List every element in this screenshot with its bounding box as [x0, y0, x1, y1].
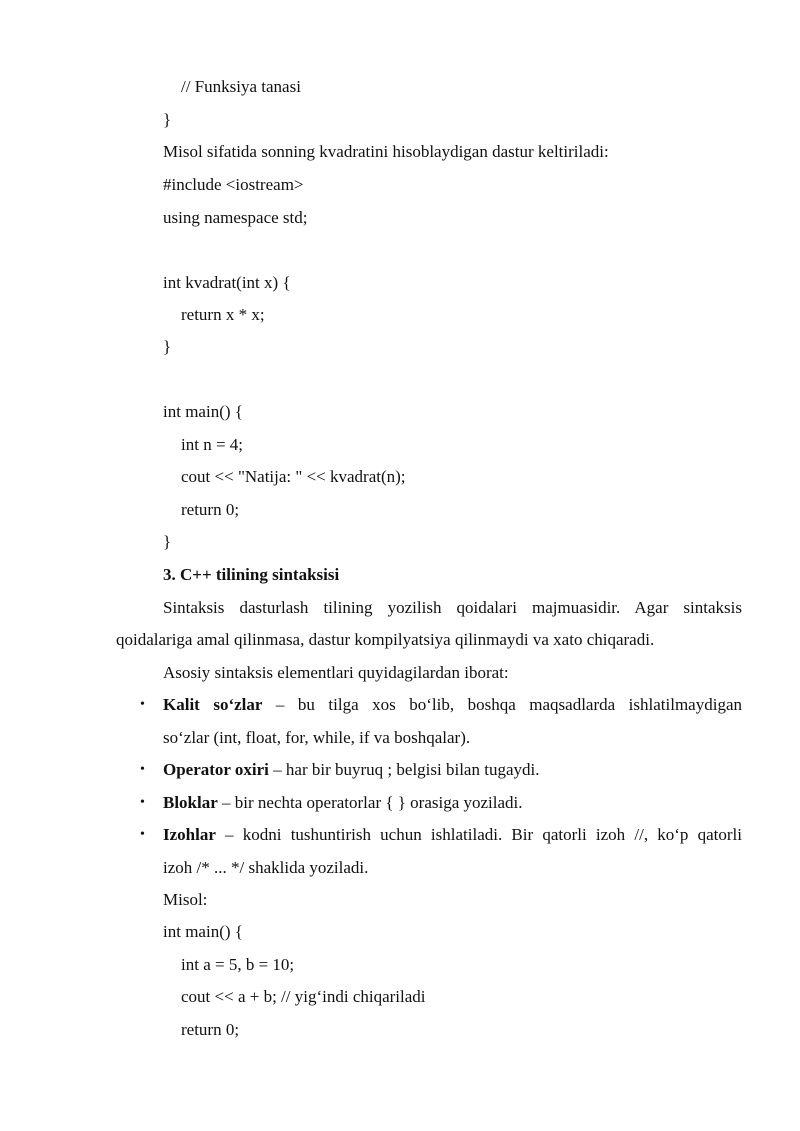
code-line: } — [163, 532, 172, 551]
bullet-icon: • — [140, 795, 145, 810]
code-line: #include <iostream> — [163, 175, 304, 194]
paragraph-line: Sintaksis dasturlash tilining yozilish qoidalari majmuasidir. Agar sintaksis — [163, 598, 742, 617]
code-line: return 0; — [181, 500, 240, 519]
paragraph-line: qoidalariga amal qilinmasa, dastur kompilyatsiya qilinmaydi va xato chiqaradi. — [116, 630, 655, 649]
code-line: cout << a + b; // yig‘indi chiqariladi — [181, 987, 426, 1006]
code-line: using namespace std; — [163, 208, 308, 227]
list-item-continuation: so‘zlar (int, float, for, while, if va boshqalar). — [163, 728, 471, 747]
bullet-icon: • — [140, 762, 145, 777]
list-item: Bloklar – bir nechta operatorlar { } orasiga yoziladi. — [163, 793, 523, 812]
code-line: int n = 4; — [181, 435, 244, 454]
code-line: int main() { — [163, 402, 243, 421]
paragraph: Asosiy sintaksis elementlari quyidagilardan iborat: — [163, 663, 509, 682]
list-item: Izohlar – kodni tushuntirish uchun ishlatiladi. Bir qatorli izoh //, ko‘p qatorli — [163, 825, 742, 844]
code-line: } — [163, 337, 172, 356]
code-line: return x * x; — [181, 305, 265, 324]
intro-paragraph: Misol sifatida sonning kvadratini hisoblaydigan dastur keltiriladi: — [163, 142, 609, 161]
code-line: int main() { — [163, 922, 243, 941]
section-heading: 3. C++ tilining sintaksisi — [163, 565, 340, 584]
code-line: int a = 5, b = 10; — [181, 955, 295, 974]
list-item-continuation: izoh /* ... */ shaklida yoziladi. — [163, 858, 369, 877]
code-line: // Funksiya tanasi — [181, 77, 301, 96]
example-label: Misol: — [163, 890, 208, 909]
code-line: cout << "Natija: " << kvadrat(n); — [181, 467, 406, 486]
list-item: Kalit so‘zlar – bu tilga xos bo‘lib, boshqa maqsadlarda ishlatilmaydigan — [163, 695, 742, 714]
code-line: int kvadrat(int x) { — [163, 273, 291, 292]
bullet-icon: • — [140, 697, 145, 712]
code-line: return 0; — [181, 1020, 240, 1039]
bullet-icon: • — [140, 827, 145, 842]
code-line: } — [163, 110, 172, 129]
list-item: Operator oxiri – har bir buyruq ; belgisi bilan tugaydi. — [163, 760, 540, 779]
